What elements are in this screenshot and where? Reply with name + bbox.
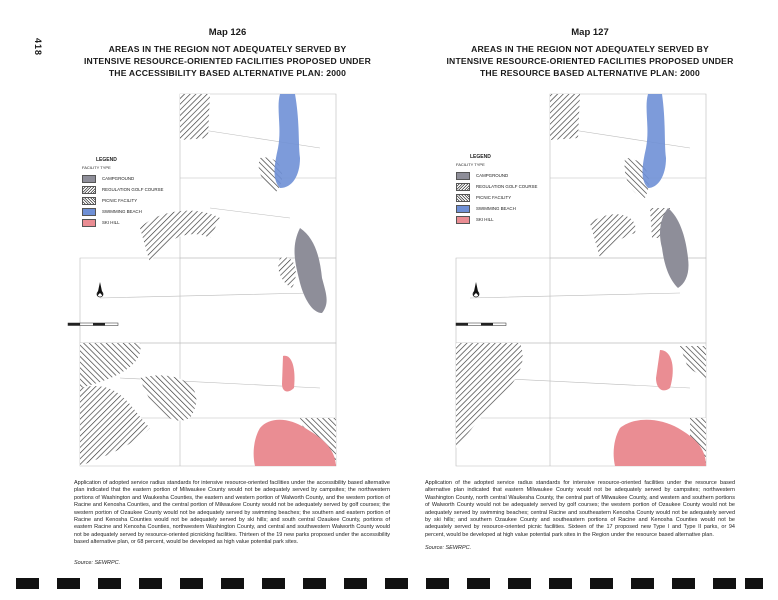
registration-mark: [221, 578, 244, 589]
map-legend: [82, 157, 163, 228]
legend-item-ski: [456, 214, 537, 225]
legend-label: CAMPGROUND: [476, 173, 509, 178]
map-number: Map 127: [571, 27, 609, 38]
legend-title: LEGEND: [470, 154, 491, 160]
campground-swatch: [82, 175, 96, 183]
registration-mark: [98, 578, 121, 589]
county-boundaries: [456, 94, 706, 466]
registration-mark: [385, 578, 408, 589]
registration-mark: [590, 578, 613, 589]
golf-area-walworth: [456, 343, 523, 448]
map-number: Map 126: [208, 27, 247, 38]
registration-marks: [0, 578, 778, 592]
golf-area-waukesha: [590, 214, 636, 258]
legend-item-campground: [456, 170, 537, 181]
campground-area: [660, 208, 689, 288]
registration-mark: [549, 578, 572, 589]
golf-area-northwest: [180, 94, 210, 140]
registration-mark: [57, 578, 80, 589]
registration-mark: [631, 578, 654, 589]
legend-item-campground: [82, 173, 163, 184]
legend-item-swim: [456, 203, 537, 214]
legend-subtitle: FACILITY TYPE: [82, 165, 111, 170]
registration-mark: [672, 578, 695, 589]
map-title-line: THE ACCESSIBILITY BASED ALTERNATIVE PLAN: 2000: [108, 68, 347, 78]
golf-area-northwest: [550, 94, 580, 140]
map-title-line: AREAS IN THE REGION NOT ADEQUATELY SERVED BY: [108, 44, 347, 54]
map-title: [440, 43, 740, 79]
legend-label: SWIMMING BEACH: [476, 206, 516, 211]
map-title: [60, 43, 395, 79]
legend-label: PICNIC FACILITY: [476, 195, 512, 200]
map-title-line: INTENSIVE RESOURCE-ORIENTED FACILITIES PROPOSED UNDER: [83, 56, 372, 66]
registration-mark: [344, 578, 367, 589]
region-map: [450, 88, 750, 473]
golf-swatch: [456, 183, 470, 191]
ski-hill-area-racine: [656, 350, 673, 390]
scale-bar: [456, 323, 506, 326]
map-title-line: THE RESOURCE BASED ALTERNATIVE PLAN: 2000: [479, 68, 701, 78]
legend-subtitle: FACILITY TYPE: [456, 162, 485, 167]
legend-item-golf: [82, 184, 163, 195]
page-number: 418: [33, 38, 43, 57]
north-arrow: [473, 282, 479, 297]
registration-mark: [262, 578, 285, 589]
picnic-area-walworth: [140, 375, 196, 420]
registration-mark: [713, 578, 736, 589]
golf-swatch: [82, 186, 96, 194]
picnic-area-west: [80, 343, 141, 388]
legend-item-swim: [82, 206, 163, 217]
campground-swatch: [456, 172, 470, 180]
legend-label: REGULATION GOLF COURSE: [102, 187, 164, 192]
map-source: Source: SEWRPC.: [74, 560, 121, 566]
legend-item-golf: [456, 181, 537, 192]
scale-bar: [68, 323, 118, 326]
legend-label: SKI HILL: [476, 217, 494, 222]
registration-mark: [467, 578, 490, 589]
region-map: [60, 88, 400, 473]
map-source: Source: SEWRPC.: [425, 545, 472, 551]
picnic-area-racine: [680, 346, 706, 378]
registration-mark: [180, 578, 203, 589]
registration-mark: [426, 578, 449, 589]
picnic-swatch: [456, 194, 470, 202]
legend-label: SWIMMING BEACH: [102, 209, 142, 214]
registration-mark: [16, 578, 39, 589]
ski-swatch: [82, 219, 96, 227]
legend-item-picnic: [456, 192, 537, 203]
campground-area: [295, 228, 327, 313]
map-caption: Application of the adopted service radius standards for intensive resource-oriented facilities under the resource based alternative plan indicated that eastern Milwaukee County would not be adequately served by campsites; northwestern Washington County, north central Waukesha County, the central part of Milwaukee County, and western and southern portions of Walworth County would not be adequately served by golf courses; the western portion of Ozaukee County would not be adequately served by swimming beaches; central Racine and southeastern Kenosha County would not be adequately served by ski hills; and southern Ozaukee County and southeastern portions of Racine and Kenosha Counties would not be adequately served by resource-oriented picnic facilities. Sixteen of the 17 proposed new Type I and Type II parks, or 94 percent, would be developed at high value potential park sites in the Region under the resource based alternative plan.: [425, 480, 735, 538]
map-legend: [456, 154, 537, 225]
registration-mark: [139, 578, 162, 589]
legend-label: PICNIC FACILITY: [102, 198, 138, 203]
picnic-swatch: [82, 197, 96, 205]
registration-mark: [508, 578, 531, 589]
registration-mark: [745, 578, 763, 589]
swimming-beach-area: [275, 94, 301, 188]
legend-title: LEGEND: [96, 157, 117, 163]
map-title-line: INTENSIVE RESOURCE-ORIENTED FACILITIES PROPOSED UNDER: [446, 56, 734, 66]
golf-area-walworth: [80, 386, 150, 466]
registration-mark: [303, 578, 326, 589]
golf-area-milwaukee: [278, 257, 295, 288]
legend-item-ski: [82, 217, 163, 228]
legend-label: CAMPGROUND: [102, 176, 135, 181]
legend-item-picnic: [82, 195, 163, 206]
swimming-swatch: [82, 208, 96, 216]
legend-label: REGULATION GOLF COURSE: [476, 184, 538, 189]
legend-label: SKI HILL: [102, 220, 120, 225]
ski-hill-area-racine: [282, 356, 295, 392]
ski-swatch: [456, 216, 470, 224]
north-arrow: [97, 282, 103, 297]
swimming-swatch: [456, 205, 470, 213]
map-caption: Application of adopted service radius standards for intensive resource-oriented facilities under the accessibility based alternative plan indicated that the eastern portion of Milwaukee County would not be adequately served by campsites; the northwestern portions of Washington and Waukesha Counties, the eastern and western portion of Walworth County, and the western portion of Racine and Kenosha Counties, and the central portion of Milwaukee County would not be adequately served by golf courses; the western portion of Ozaukee County would not be adequately served by swimming beaches; the southern and eastern portion of Racine and Kenosha Counties would not be adequately served by ski hills; and south central Ozaukee County, portions of eastern Racine and Kenosha Counties, northwestern Washington County, and central and southwestern Walworth County would not be adequately served by resource-oriented picnicking facilities. Thirteen of the 19 new parks proposed under the accessibility based alternative plan, or 68 percent, would be developed as high value potential park sites.: [74, 480, 390, 546]
map-title-line: AREAS IN THE REGION NOT ADEQUATELY SERVED BY: [471, 44, 709, 54]
